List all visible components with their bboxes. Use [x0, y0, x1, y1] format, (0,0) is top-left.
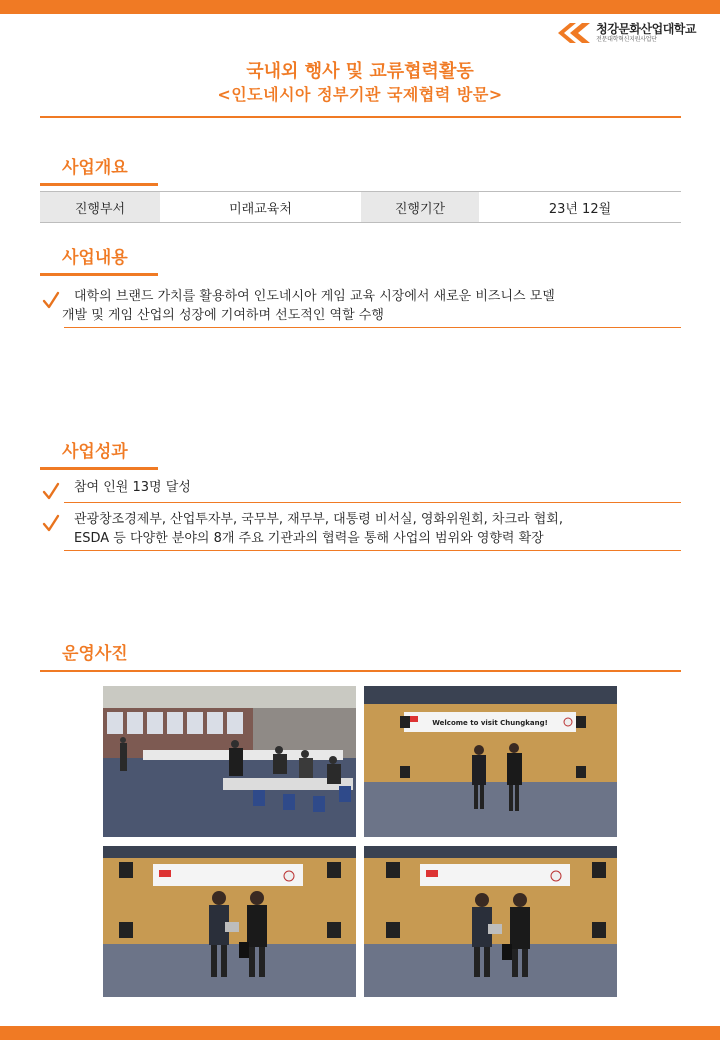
period-label: 진행기간	[361, 192, 479, 222]
banner-text: Welcome to visit Chungkang!	[432, 719, 548, 727]
logo-name: 청강문화산업대학교	[596, 22, 696, 36]
dept-value: 미래교육처	[160, 192, 361, 222]
page-title	[0, 60, 720, 106]
list-item-line: 대학의 브랜드 가치를 활용하여 인도네시아 게임 교육 시장에서 새로운 비즈니스 모델	[74, 289, 555, 304]
list-item-line: 관광창조경제부, 산업투자부, 국무부, 재무부, 대통령 비서실, 영화위원회, 차크라 협회,	[74, 512, 563, 527]
section-underline	[40, 183, 158, 186]
title-sub: <인도네시아 정부기관 국제협력 방문>	[217, 85, 503, 104]
title-divider	[40, 116, 681, 118]
item-divider	[64, 502, 681, 503]
photo-gift-exchange	[103, 846, 356, 997]
list-item	[40, 510, 681, 551]
section-results-label: 사업성과	[62, 442, 128, 462]
bottom-accent-bar	[0, 1026, 720, 1040]
photo-welcome-handshake	[364, 686, 617, 837]
section-overview-heading	[40, 156, 158, 186]
section-photos-label: 운영사진	[62, 644, 128, 664]
ck-logo-icon	[556, 21, 592, 45]
list-item-text	[62, 287, 555, 325]
overview-table	[40, 191, 681, 223]
photo-meeting-room	[103, 686, 356, 837]
list-item-line: 개발 및 게임 산업의 성장에 기여하며 선도적인 역할 수행	[62, 308, 384, 323]
section-overview-label: 사업개요	[62, 158, 128, 178]
section-photos-heading	[40, 642, 158, 672]
section-underline	[40, 273, 158, 276]
title-main: 국내외 행사 및 교류협력활동	[246, 61, 474, 82]
list-item-text	[74, 510, 563, 548]
section-content-heading	[40, 246, 158, 276]
photo-gift-exchange-2	[364, 846, 617, 997]
logo-subtitle: 전문대학혁신지원사업단	[596, 36, 657, 43]
section-underline	[40, 670, 681, 672]
item-divider	[64, 550, 681, 551]
section-underline	[40, 467, 158, 470]
list-item	[40, 287, 681, 328]
university-logo	[556, 20, 696, 46]
section-content-label: 사업내용	[62, 248, 128, 268]
list-item-text	[74, 478, 191, 497]
item-divider	[64, 327, 681, 328]
check-icon	[42, 482, 60, 500]
period-value: 23년 12월	[479, 192, 681, 222]
list-item-line: 참여 인원 13명 달성	[74, 480, 191, 495]
list-item	[40, 478, 681, 503]
dept-label: 진행부서	[40, 192, 160, 222]
top-accent-bar	[0, 0, 720, 14]
section-results-heading	[40, 440, 158, 470]
list-item-line: ESDA 등 다양한 분야의 8개 주요 기관과의 협력을 통해 사업의 범위와 영향력 확장	[74, 531, 544, 546]
check-icon	[42, 291, 60, 309]
photo-grid	[103, 686, 617, 997]
check-icon	[42, 514, 60, 532]
